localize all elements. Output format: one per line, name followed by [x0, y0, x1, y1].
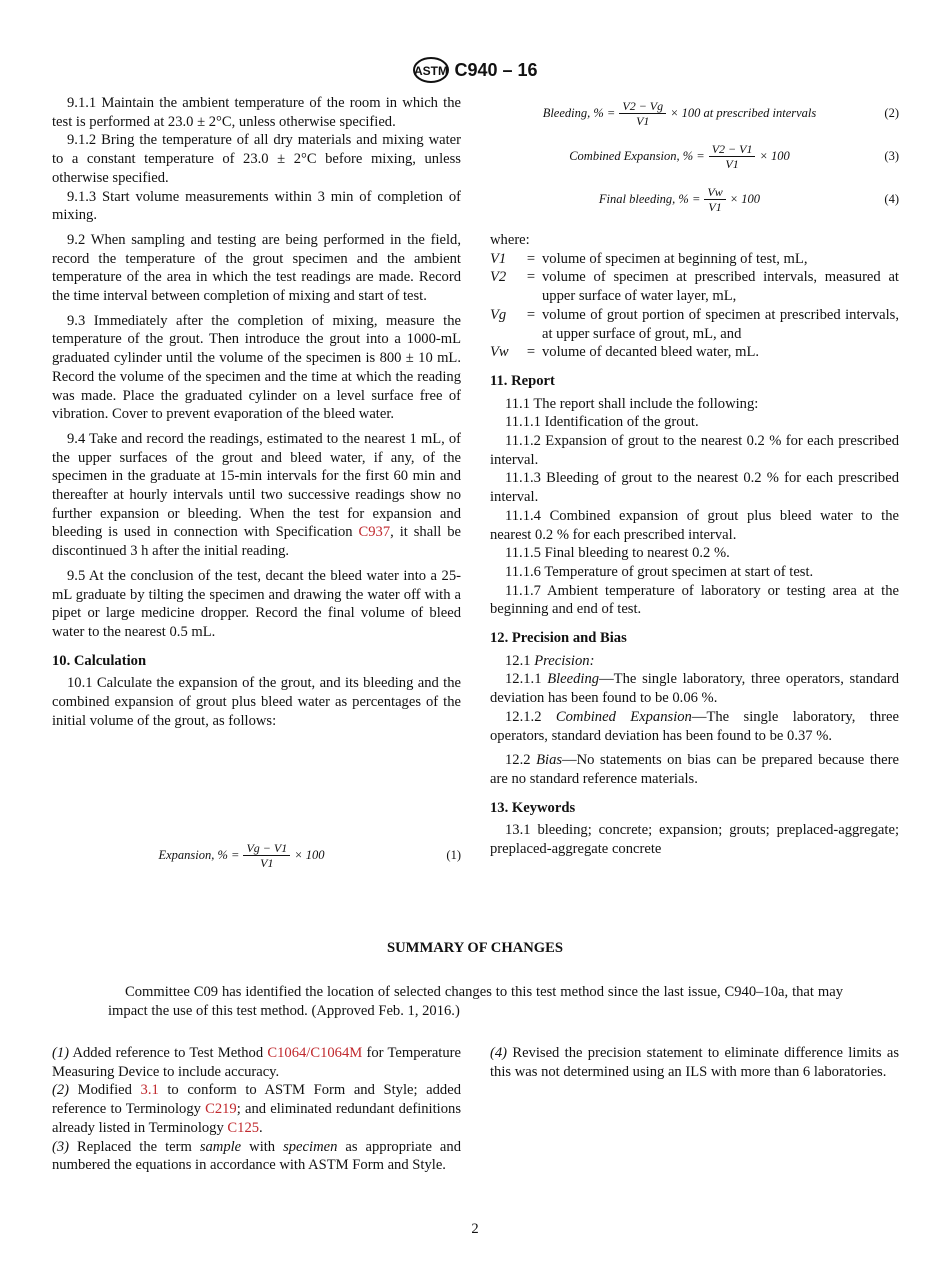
text: 9.1.1 Maintain the ambient temperature of the room in which the test is performed at 23.0 ± 2°C, unless otherwise specified.	[52, 95, 461, 130]
equation-4	[490, 178, 899, 221]
variable-definition-row	[490, 268, 899, 305]
fraction	[704, 185, 725, 214]
paragraph	[52, 1044, 461, 1081]
svg-text:ASTM: ASTM	[414, 64, 449, 78]
paragraph	[490, 582, 899, 619]
equation-number: (2)	[884, 106, 899, 121]
equation-2	[490, 92, 899, 135]
variable-symbol: Vw	[490, 344, 509, 361]
variable-description: volume of decanted bleed water, mL.	[542, 344, 760, 361]
equation-number: (1)	[446, 848, 461, 863]
equation-label: Final bleeding, % =	[598, 192, 701, 207]
paragraph	[490, 544, 899, 563]
text: 12.1.2	[505, 708, 556, 725]
variable-symbol: V2	[490, 269, 507, 286]
text: 9.4 Take and record the readings, estimated to the nearest 1 mL, of the upper surfaces of the grout and bleed water, if any, of the specimen in the graduate at 15-min intervals for the first 60 min and thereafter at hourly intervals until two successive readings show no further expansion or bleeding. When the test for expansion and bleeding is used in connection with Specification	[52, 430, 461, 541]
equation-number: (4)	[884, 192, 899, 207]
text: 9.2 When sampling and testing are being performed in the field, record the temperature of the grout specimen and the ambient temperature of the area in which the test readings are made. Record the time interval between completion of mixing and start of test.	[52, 231, 461, 305]
numerator: V2 − V1	[709, 142, 756, 157]
italic-text: Bleeding	[547, 671, 600, 688]
equation-multiplier: × 100	[294, 848, 325, 863]
paragraph	[490, 507, 899, 544]
text: 11.1.5 Final bleeding to nearest 0.2 %.	[505, 545, 730, 562]
text: 11.1.4 Combined expansion of grout plus bleed water to the nearest 0.2 % for each prescribed interval.	[490, 507, 899, 543]
paragraph	[490, 395, 899, 414]
summary-of-changes-title: SUMMARY OF CHANGES	[387, 940, 563, 956]
paragraph	[490, 821, 899, 858]
paragraph	[52, 312, 461, 424]
equation-label: Expansion, % =	[158, 848, 240, 863]
italic-text: Precision:	[534, 652, 595, 669]
text: —The single laboratory, three operators, standard deviation has been found to be 0.06 %.	[490, 671, 899, 707]
variable-definition-row	[490, 343, 899, 362]
paragraph	[52, 188, 461, 225]
text: as appropriate and numbered the equations in accordance with ASTM Form and Style.	[52, 1138, 461, 1174]
text: 9.1.3 Start volume measurements within 3 min of completion of mixing.	[52, 188, 461, 224]
right-column	[490, 92, 899, 859]
variable-description: volume of specimen at prescribed intervals, measured at upper surface of water layer, mL,	[542, 269, 899, 305]
text: 12.1.1	[505, 671, 548, 688]
text: 13.1 bleeding; concrete; expansion; grouts; preplaced-aggregate; preplaced-aggregate concrete	[490, 822, 899, 858]
astm-logo-icon	[412, 56, 450, 84]
fraction	[243, 841, 290, 870]
denominator: V1	[725, 157, 739, 171]
variable-definition-row	[490, 250, 899, 269]
paragraph	[52, 1138, 461, 1175]
denominator: V1	[636, 114, 650, 128]
paragraph	[490, 652, 899, 671]
variable-description: volume of specimen at beginning of test, mL,	[542, 250, 808, 267]
text: 12.2	[505, 752, 537, 769]
section-heading: 13. Keywords	[490, 799, 576, 816]
text: 10.1 Calculate the expansion of the grout, and its bleeding and the combined expansion of grout plus bleed water as percentages of the initial volume of the grout, as follows:	[52, 675, 461, 729]
where-label: where:	[490, 232, 530, 248]
text: Replaced the term	[69, 1138, 200, 1155]
equals-sign: =	[526, 344, 536, 361]
numerator: Vg − V1	[243, 841, 290, 856]
text: .	[259, 1119, 263, 1136]
text: 9.3 Immediately after the completion of mixing, measure the temperature of the grout. Then introduce the grout into a 1000-mL graduated cylinder until the volume of the specimen is 800 ± 10 mL. Record the volume of the specimen and the time at which the reading was made. Place the graduated cylinder on a level surface free of vibration. Cover to prevent evaporation of the bleed water.	[52, 312, 461, 423]
page-number: 2	[471, 1221, 479, 1237]
variable-definitions	[490, 250, 899, 362]
equation-label: Bleeding, % =	[542, 106, 616, 121]
reference-link[interactable]: 3.1	[140, 1082, 159, 1099]
text: ; and eliminated redundant definitions already listed in Terminology	[52, 1101, 461, 1136]
paragraph	[490, 751, 899, 788]
document-designation: C940 – 16	[454, 59, 538, 80]
equation-number: (3)	[884, 149, 899, 164]
equation-label: Combined Expansion, % =	[569, 149, 705, 164]
reference-link[interactable]: C937	[358, 524, 391, 541]
variable-definition-row	[490, 306, 899, 343]
summary-intro: Committee C09 has identified the location of selected changes to this test method since the last issue, C940–10a, that may impact the use of this test method. (Approved Feb. 1, 2016.)	[108, 984, 843, 1019]
fraction	[709, 142, 756, 171]
text: Modified	[69, 1082, 141, 1099]
equals-sign: =	[526, 269, 536, 286]
equation-multiplier: × 100 at prescribed intervals	[670, 106, 817, 121]
numerator: Vw	[704, 185, 725, 200]
text: , it shall be discontinued 3 h after the initial reading.	[52, 524, 462, 560]
paragraph	[52, 1081, 461, 1137]
fraction	[619, 99, 666, 128]
section-heading: 10. Calculation	[52, 652, 147, 669]
text: 12.1	[505, 652, 535, 669]
paragraph	[52, 674, 461, 730]
paragraph	[52, 430, 461, 561]
paragraph	[490, 1044, 899, 1081]
paragraph	[490, 708, 899, 745]
denominator: V1	[708, 200, 722, 214]
reference-link[interactable]: C1064/C1064M	[267, 1045, 363, 1061]
text: Added reference to Test Method	[69, 1045, 268, 1061]
reference-link[interactable]: C219	[205, 1101, 237, 1118]
italic-text: (2)	[52, 1082, 70, 1099]
text: 9.1.2 Bring the temperature of all dry materials and mixing water to a constant temperature of 23.0 ± 2°C before mixing, unless otherwise specified.	[52, 132, 461, 186]
text: for Temperature Measuring Device to include accuracy.	[52, 1045, 461, 1080]
variable-symbol: V1	[490, 250, 507, 267]
paragraph	[52, 131, 461, 187]
text: 11.1.1 Identification of the grout.	[505, 414, 699, 431]
italic-text: Bias	[536, 752, 563, 769]
text: to conform to ASTM Form and Style; added reference to Terminology	[52, 1082, 461, 1118]
paragraph	[490, 563, 899, 582]
reference-link[interactable]: C125	[227, 1119, 260, 1136]
italic-text: specimen	[283, 1138, 338, 1155]
variable-symbol: Vg	[490, 306, 507, 323]
italic-text: (4)	[490, 1045, 508, 1061]
equation-multiplier: × 100	[759, 149, 790, 164]
equation-3	[490, 135, 899, 178]
left-column	[52, 94, 461, 731]
text: —No statements on bias can be prepared because there are no standard reference materials.	[490, 752, 899, 787]
numerator: V2 − Vg	[619, 99, 666, 114]
italic-text: Combined Expansion	[555, 708, 692, 725]
equation-multiplier: × 100	[729, 192, 761, 207]
summary-right-column	[490, 1044, 899, 1081]
text: —The single laboratory, three operators, standard deviation has been found to be 0.37 %.	[490, 708, 899, 744]
text: with	[241, 1138, 284, 1155]
equals-sign: =	[526, 250, 536, 267]
page-header	[0, 56, 950, 84]
section-heading: 12. Precision and Bias	[490, 630, 627, 647]
text: 11.1.3 Bleeding of grout to the nearest 0.2 % for each prescribed interval.	[490, 470, 899, 506]
paragraph	[52, 94, 461, 131]
paragraph	[52, 231, 461, 306]
section-heading: 11. Report	[490, 372, 555, 389]
paragraph	[490, 469, 899, 506]
text: 11.1.2 Expansion of grout to the nearest 0.2 % for each prescribed interval.	[490, 433, 899, 468]
italic-text: (3)	[52, 1138, 70, 1155]
text: 11.1.6 Temperature of grout specimen at start of test.	[505, 563, 814, 580]
text: 11.1 The report shall include the following:	[505, 395, 759, 412]
summary-left-column	[52, 1044, 461, 1175]
italic-text: sample	[199, 1138, 242, 1155]
paragraph	[490, 432, 899, 469]
text: 9.5 At the conclusion of the test, decant the bleed water into a 25-mL graduate by tilting the specimen and drawing the water off with a pipet or large medicine dropper. Record the final volume of bleed water to the nearest 0.5 mL.	[52, 567, 461, 640]
denominator: V1	[260, 856, 274, 870]
text: 11.1.7 Ambient temperature of laboratory or testing area at the beginning and end of test.	[490, 582, 899, 618]
variable-description: volume of grout portion of specimen at prescribed intervals, at upper surface of grout, mL, and	[542, 306, 899, 342]
paragraph	[490, 413, 899, 432]
paragraph	[490, 670, 899, 707]
italic-text: (1)	[52, 1045, 70, 1061]
text: Revised the precision statement to eliminate difference limits as this was not determined using an ILS with more than 6 laboratories.	[490, 1045, 899, 1080]
equation-1	[52, 834, 461, 877]
equals-sign: =	[526, 306, 536, 323]
equation-1-block	[52, 834, 461, 877]
paragraph	[52, 567, 461, 642]
